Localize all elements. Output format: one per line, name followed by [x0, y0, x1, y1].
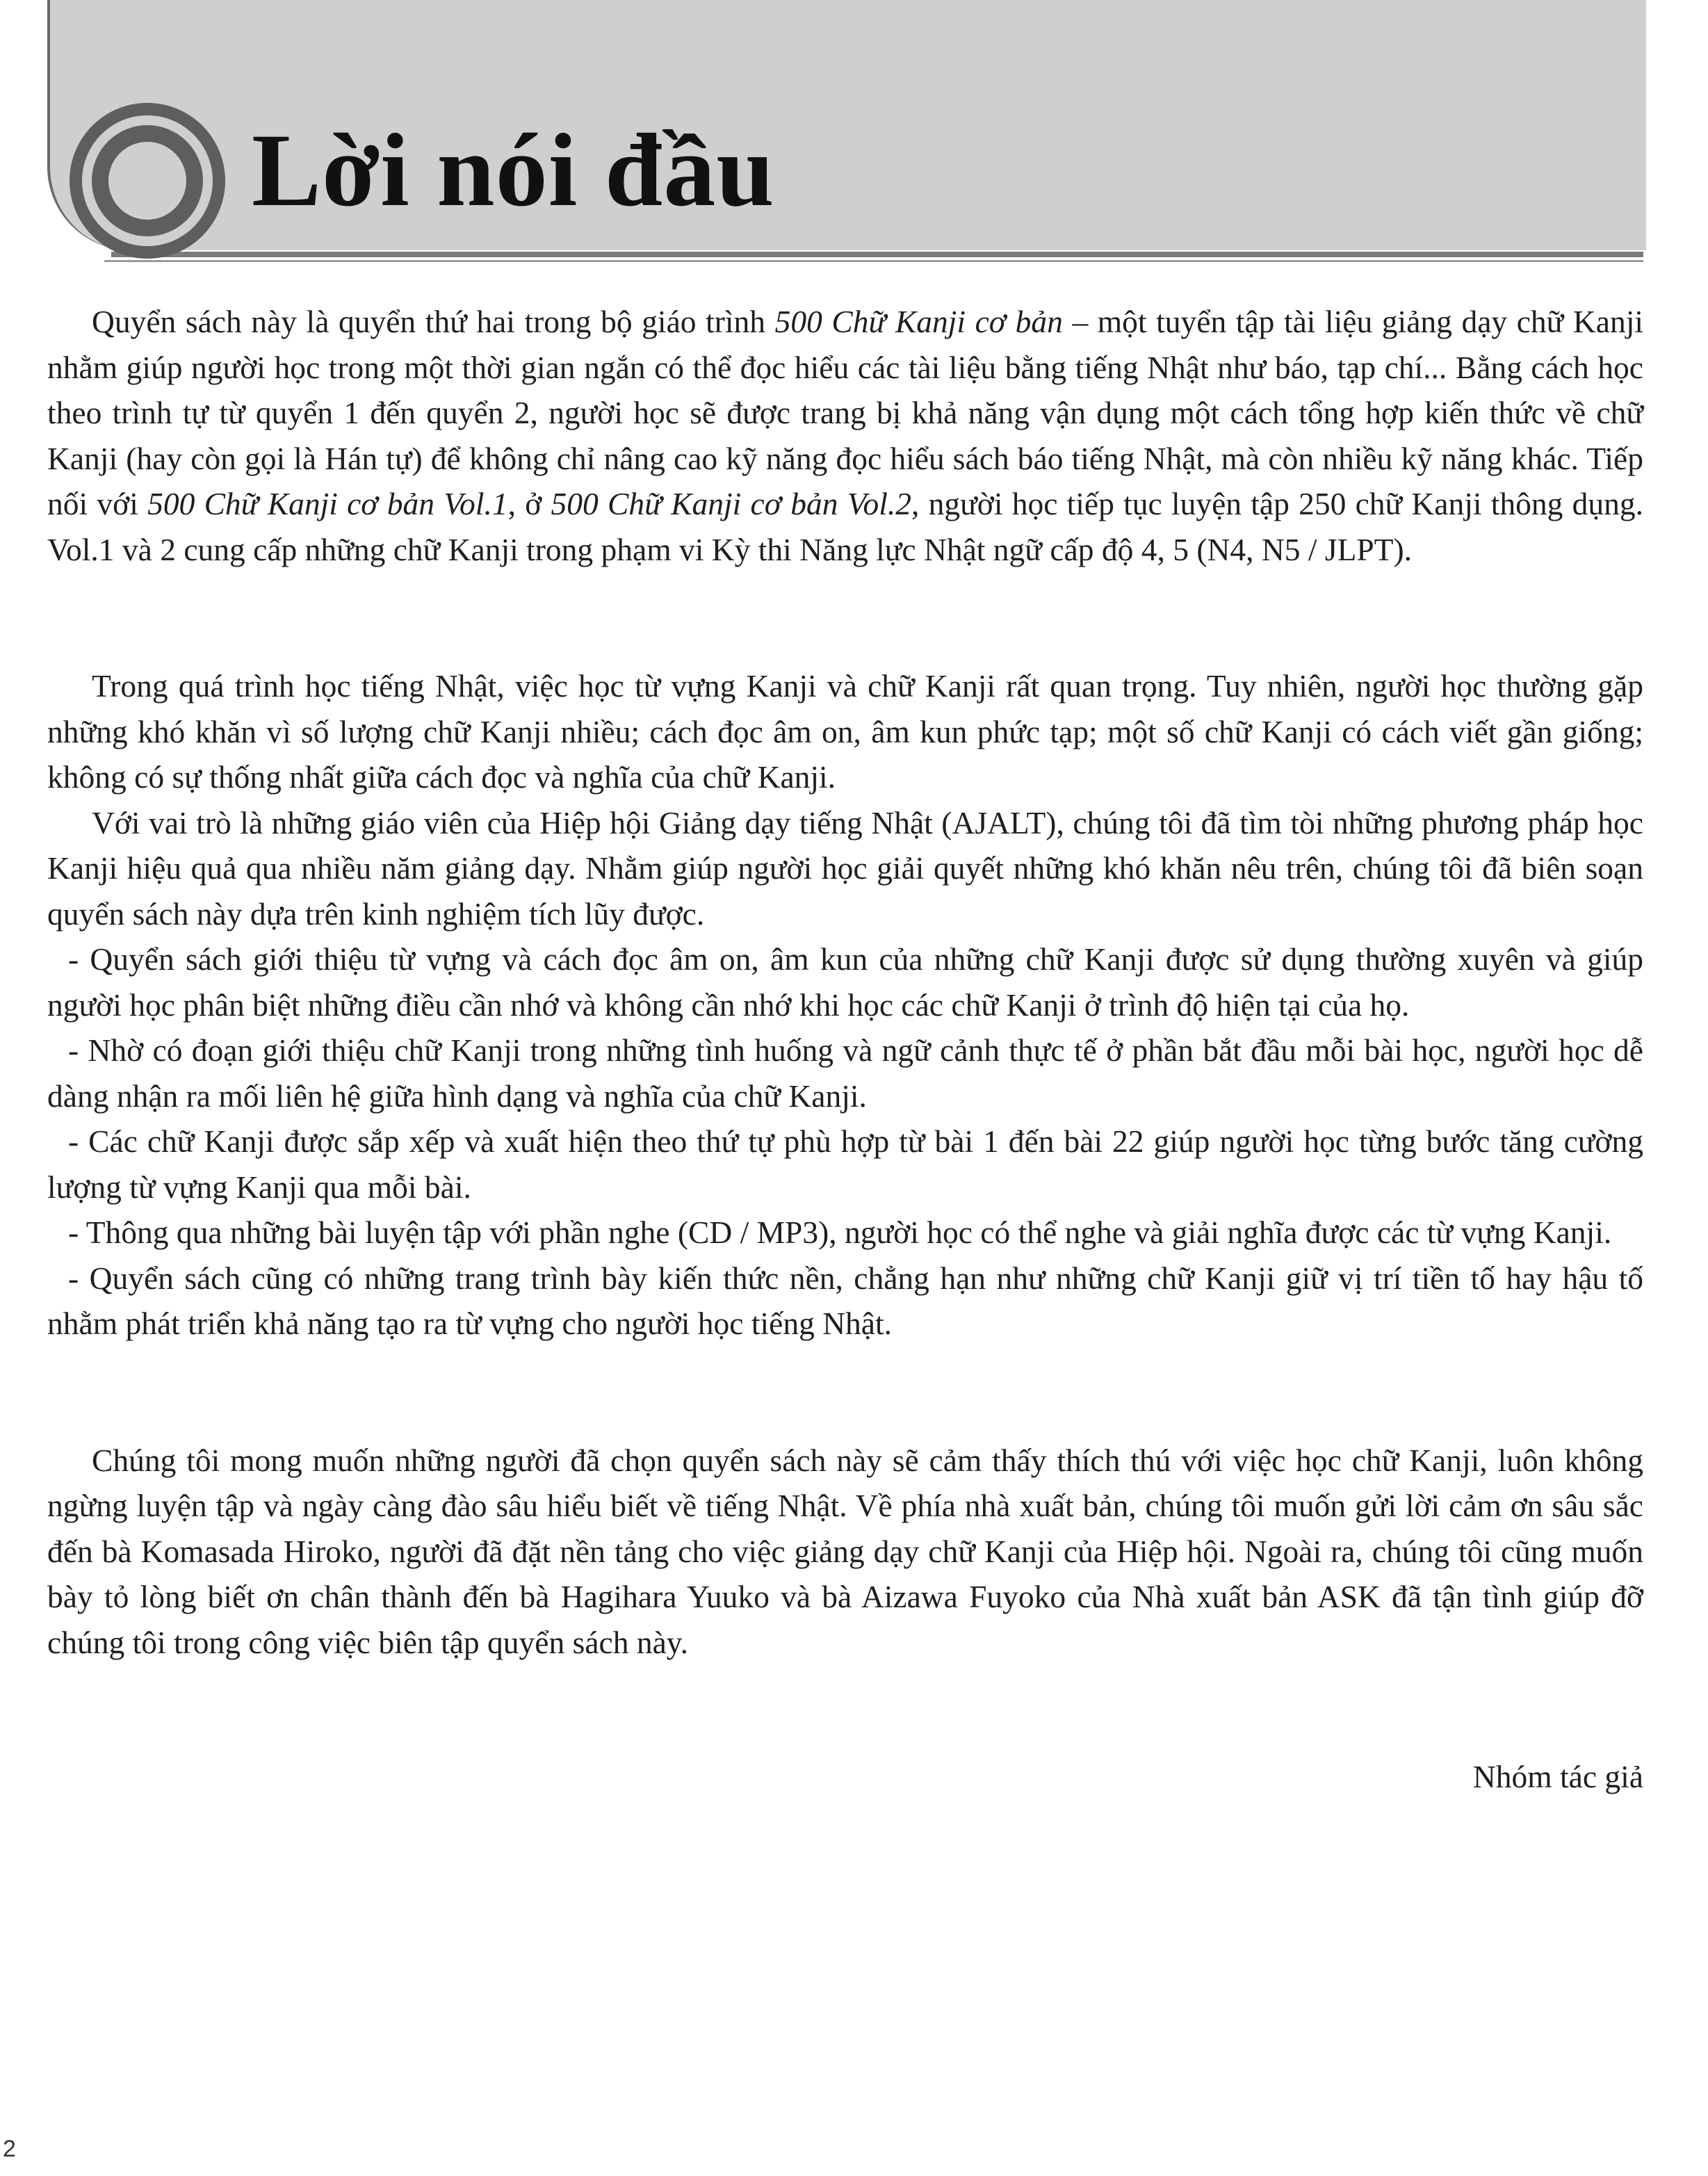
intro-text-4: , người học tiếp tục luyện tập 250 chữ Kanji thông dụng. Vol.1 và 2 cung cấp những chữ Kanji trong phạm vi Kỳ thi Năng lực Nhật ngữ cấp độ 4, 5 (N4, N5 / JLPT).: [47, 486, 1644, 567]
feature-bullet: - Các chữ Kanji được sắp xếp và xuất hiện theo thứ tự phù hợp từ bài 1 đến bài 22 giúp người học từng bước tăng cường lượng từ vựng Kanji qua mỗi bài.: [47, 1123, 1643, 1205]
page-title: Lời nói đầu: [252, 113, 775, 228]
double-ring-icon: [64, 97, 231, 264]
header-rule: [111, 252, 1643, 257]
intro-text-2: – một tuyển tập tài liệu giảng dạy chữ Kanji nhằm giúp người học trong một thời gian ngắn có thể đọc hiểu các tài liệu bằng tiếng Nhật như báo, tạp chí... Bằng cách học theo trình tự từ quyển 1 đến quyển 2, người học sẽ được trang bị khả năng vận dụng một cách tổng hợp kiến thức về chữ Kanji (hay còn gọi là Hán tự) để không chỉ nâng cao kỹ năng đọc hiểu sách báo tiếng Nhật, mà còn nhiều kỹ năng khác. Tiếp nối với: [47, 304, 1643, 521]
intro-paragraph: [47, 299, 1643, 572]
vol2-title-italic: 500 Chữ Kanji cơ bản Vol.2: [551, 486, 911, 521]
book-title-italic: 500 Chữ Kanji cơ bản: [774, 304, 1063, 339]
author-signature: Nhóm tác giả: [1472, 1759, 1643, 1794]
preface-body: [47, 299, 1643, 1800]
thanks-paragraph: Chúng tôi mong muốn những người đã chọn quyển sách này sẽ cảm thấy thích thú với việc học chữ Kanji, luôn không ngừng luyện tập và ngày càng đào sâu hiểu biết về tiếng Nhật. Về phía nhà xuất bản, chúng tôi muốn gửi lời cảm ơn sâu sắc đến bà Komasada Hiroko, người đã đặt nền tảng cho việc giảng dạy chữ Kanji của Hiệp hội. Ngoài ra, chúng tôi cũng muốn bày tỏ lòng biết ơn chân thành đến bà Hagihara Yuuko và bà Aizawa Fuyoko của Nhà xuất bản ASK đã tận tình giúp đỡ chúng tôi trong công việc biên tập quyển sách này.: [47, 1442, 1643, 1660]
difficulties-paragraph: Trong quá trình học tiếng Nhật, việc học từ vựng Kanji và chữ Kanji rất quan trọng. Tuy nhiên, người học thường gặp những khó khăn vì số lượng chữ Kanji nhiều; cách đọc âm on, âm kun phức tạp; một số chữ Kanji có cách viết gần giống; không có sự thống nhất giữa cách đọc và nghĩa của chữ Kanji.: [47, 668, 1643, 795]
ajalt-paragraph: Với vai trò là những giáo viên của Hiệp hội Giảng dạy tiếng Nhật (AJALT), chúng tôi đã tìm tòi những phương pháp học Kanji hiệu quả qua nhiều năm giảng dạy. Nhằm giúp người học giải quyết những khó khăn nêu trên, chúng tôi đã biên soạn quyển sách này dựa trên kinh nghiệm tích lũy được.: [47, 804, 1643, 932]
feature-bullet: - Nhờ có đoạn giới thiệu chữ Kanji trong những tình huống và ngữ cảnh thực tế ở phần bắt đầu mỗi bài học, người học dễ dàng nhận ra mối liên hệ giữa hình dạng và nghĩa của chữ Kanji.: [47, 1032, 1643, 1114]
header-rule-thin: [104, 260, 1643, 262]
intro-text-1: Quyển sách này là quyển thứ hai trong bộ giáo trình: [92, 304, 775, 339]
paragraph-gap: [47, 572, 1643, 663]
intro-text-3: , ở: [507, 486, 551, 521]
feature-bullet: - Thông qua những bài luyện tập với phần nghe (CD / MP3), người học có thể nghe và giải nghĩa được các từ vựng Kanji.: [68, 1215, 1612, 1250]
page-number: 2: [3, 2136, 16, 2162]
feature-bullet: - Quyển sách giới thiệu từ vựng và cách đọc âm on, âm kun của những chữ Kanji được sử dụng thường xuyên và giúp người học phân biệt những điều cần nhớ và không cần nhớ khi học các chữ Kanji ở trình độ hiện tại của họ.: [47, 941, 1643, 1023]
vol1-title-italic: 500 Chữ Kanji cơ bản Vol.1: [147, 486, 508, 521]
feature-bullet: - Quyển sách cũng có những trang trình bày kiến thức nền, chẳng hạn như những chữ Kanji giữ vị trí tiền tố hay hậu tố nhằm phát triển khả năng tạo ra từ vựng cho người học tiếng Nhật.: [47, 1260, 1643, 1341]
paragraph-gap: [47, 1347, 1643, 1438]
